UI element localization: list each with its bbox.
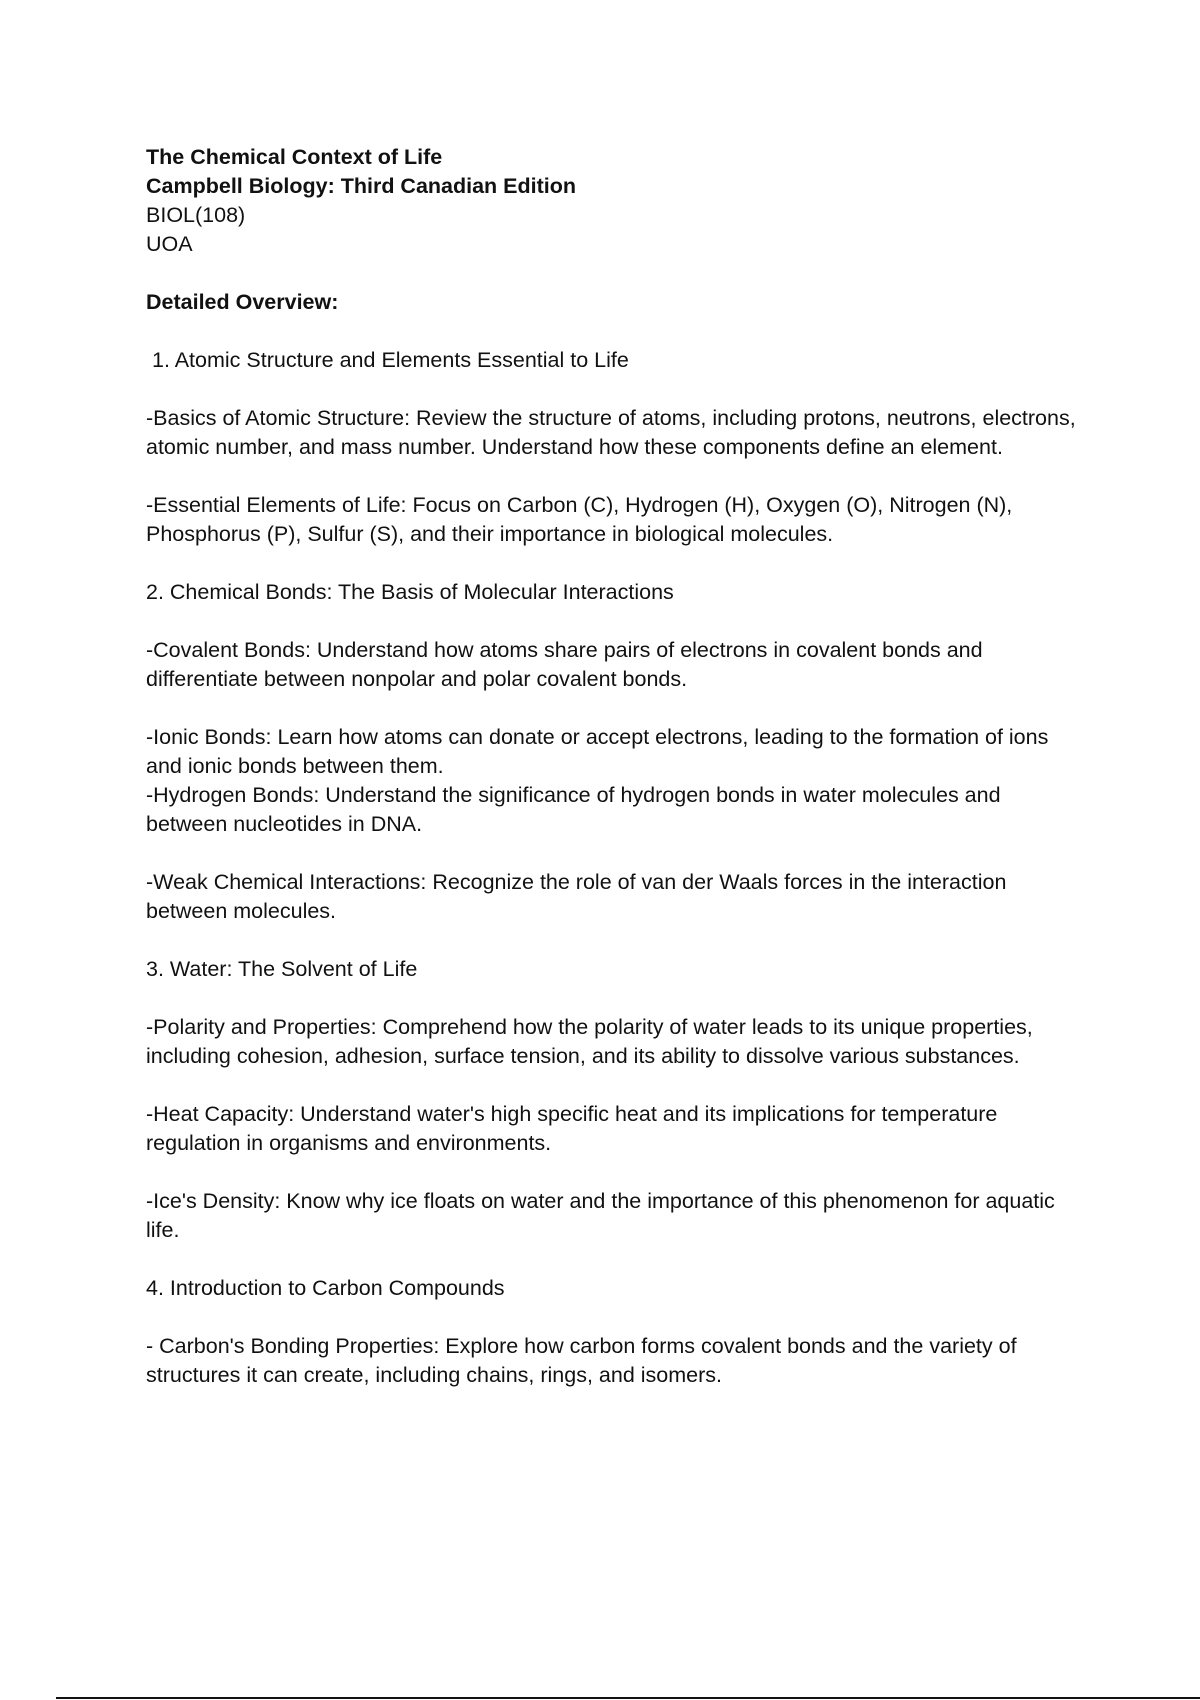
document-title: The Chemical Context of Life [146, 145, 443, 169]
spacer [146, 375, 1086, 404]
spacer [146, 549, 1086, 578]
spacer [146, 1071, 1086, 1100]
paragraph-carbon-bonding: - Carbon's Bonding Properties: Explore how carbon forms covalent bonds and the variety of structures it can create, including chains, rings, and isomers. [146, 1334, 1017, 1387]
course-code: BIOL(108) [146, 203, 246, 227]
paragraph-hydrogen-bonds: -Hydrogen Bonds: Understand the significance of hydrogen bonds in water molecules and between nucleotides in DNA. [146, 783, 1001, 836]
spacer [146, 462, 1086, 491]
section-heading-1: 1. Atomic Structure and Elements Essential to Life [152, 348, 629, 372]
section-heading-3: 3. Water: The Solvent of Life [146, 957, 418, 981]
spacer [146, 984, 1086, 1013]
school-name: UOA [146, 232, 193, 256]
spacer [146, 1245, 1086, 1274]
section-heading-4: 4. Introduction to Carbon Compounds [146, 1276, 505, 1300]
document-body [146, 143, 1086, 1390]
paragraph-atomic-basics: -Basics of Atomic Structure: Review the structure of atoms, including protons, neutrons, electrons, atomic number, and mass number. Understand how these components define an element. [146, 406, 1076, 459]
spacer [146, 926, 1086, 955]
bottom-divider [56, 1697, 1200, 1699]
paragraph-ionic-bonds: -Ionic Bonds: Learn how atoms can donate or accept electrons, leading to the formation of ions and ionic bonds between them. [146, 725, 1049, 778]
spacer [146, 694, 1086, 723]
paragraph-covalent-bonds: -Covalent Bonds: Understand how atoms share pairs of electrons in covalent bonds and differentiate between nonpolar and polar covalent bonds. [146, 638, 983, 691]
paragraph-ice-density: -Ice's Density: Know why ice floats on water and the importance of this phenomenon for aquatic life. [146, 1189, 1055, 1242]
spacer [146, 317, 1086, 346]
spacer [146, 607, 1086, 636]
document-subtitle: Campbell Biology: Third Canadian Edition [146, 174, 577, 198]
spacer [146, 259, 1086, 288]
paragraph-essential-elements: -Essential Elements of Life: Focus on Carbon (C), Hydrogen (H), Oxygen (O), Nitrogen (N), Phosphorus (P), Sulfur (S), and their importance in biological molecules. [146, 493, 1013, 546]
paragraph-weak-interactions: -Weak Chemical Interactions: Recognize the role of van der Waals forces in the interaction between molecules. [146, 870, 1007, 923]
paragraph-heat-capacity: -Heat Capacity: Understand water's high specific heat and its implications for temperature regulation in organisms and environments. [146, 1102, 998, 1155]
section-heading-2: 2. Chemical Bonds: The Basis of Molecular Interactions [146, 580, 674, 604]
paragraph-polarity: -Polarity and Properties: Comprehend how the polarity of water leads to its unique properties, including cohesion, adhesion, surface tension, and its ability to dissolve various substances. [146, 1015, 1033, 1068]
spacer [146, 1158, 1086, 1187]
spacer [146, 1303, 1086, 1332]
overview-heading: Detailed Overview: [146, 290, 339, 314]
spacer [146, 839, 1086, 868]
